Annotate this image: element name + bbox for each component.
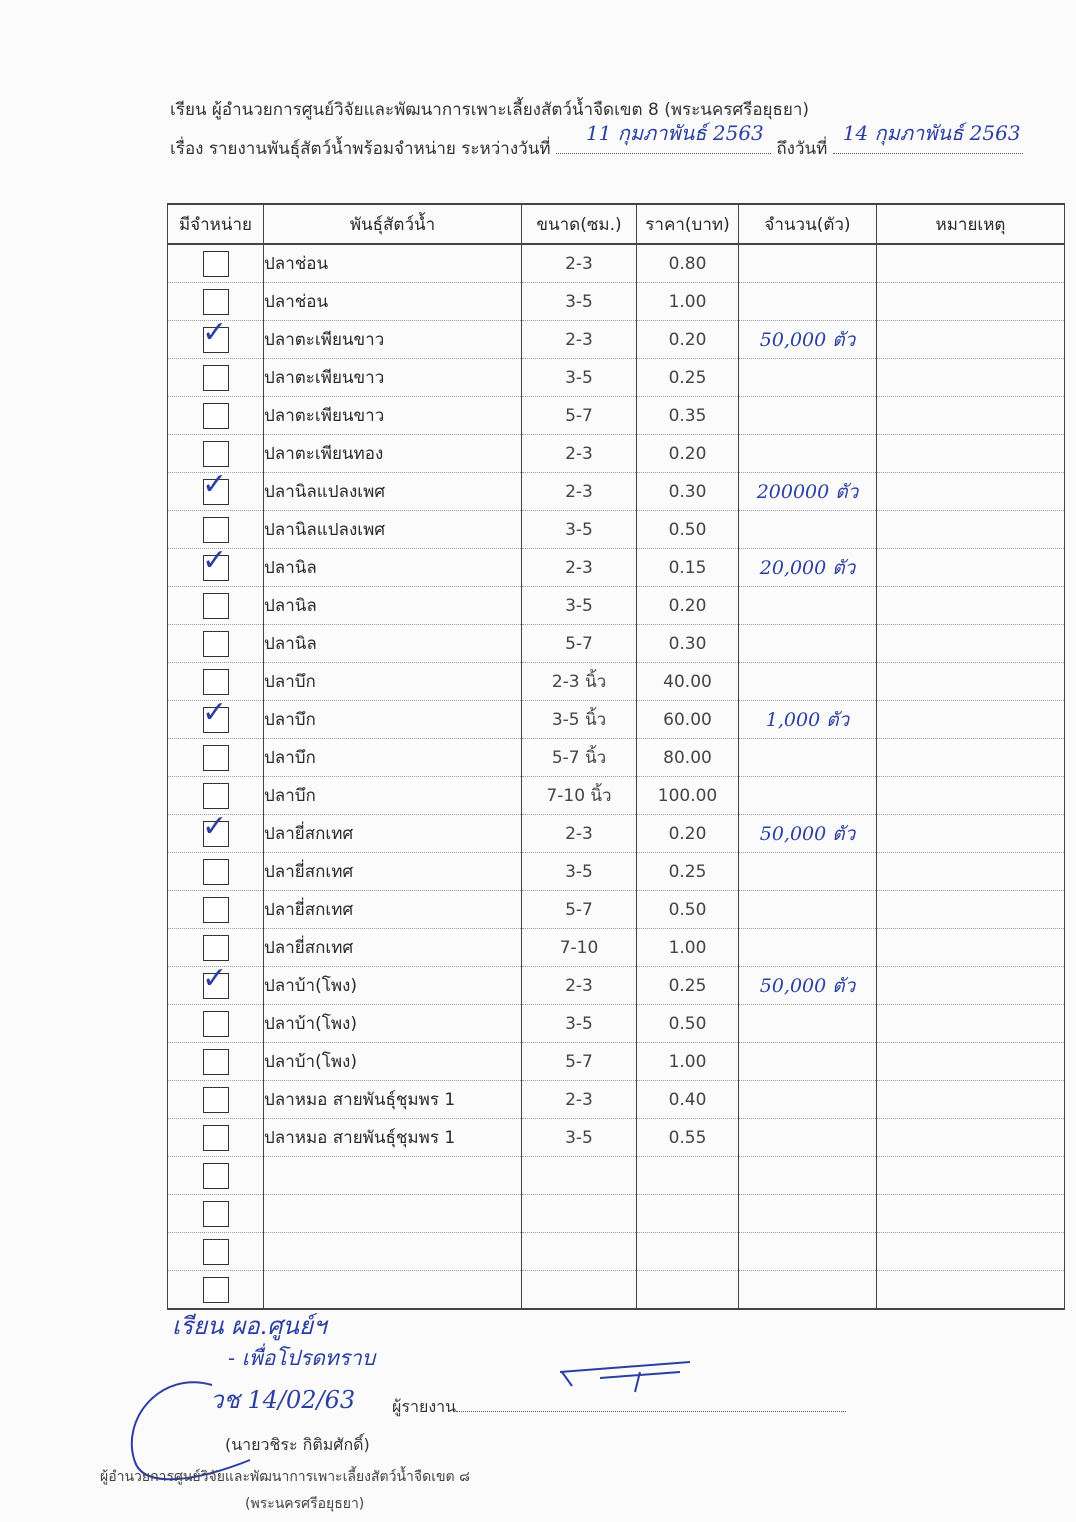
size-cell-text: 5-7 (565, 899, 593, 920)
date-to-label: ถึงวันที่ (776, 139, 828, 159)
size-cell-text: 3-5 (565, 861, 593, 882)
size-cell-text: 2-3 (565, 823, 593, 844)
quantity-cell-text: 50,000 ตัว (759, 328, 856, 351)
size-cell-text: 2-3 (565, 329, 593, 350)
species-cell-text: ปลายี่สกเทศ (264, 862, 354, 882)
price-cell-text: 0.50 (668, 1013, 707, 1034)
reporter-label: ผู้รายงาน (392, 1397, 457, 1416)
species-cell-text: ปลาบึก (264, 672, 316, 692)
price-cell-text: 0.20 (668, 823, 707, 844)
size-cell-text: 2-3 (565, 557, 593, 578)
price-cell-text: 80.00 (663, 747, 712, 768)
species-cell-text: ปลานิล (264, 558, 317, 578)
price-cell-text: 0.20 (668, 329, 707, 350)
size-cell-text: 5-7 (565, 405, 593, 426)
reporter-line (392, 1395, 846, 1420)
quantity-cell-text: 50,000 ตัว (759, 974, 856, 997)
size-cell-text: 3-5 นิ้ว (551, 710, 607, 730)
price-cell-text: 1.00 (668, 937, 707, 958)
signature-loop (132, 1382, 250, 1479)
species-cell-text: ปลาบ้า(โพง) (264, 1052, 357, 1072)
reporter-signature-mark (560, 1362, 690, 1392)
handwritten-note-line2: - เพื่อโปรดทราบ (228, 1346, 376, 1370)
price-cell-text: 0.35 (668, 405, 707, 426)
price-cell-text: 0.25 (668, 367, 707, 388)
species-cell-text: ปลายี่สกเทศ (264, 938, 354, 958)
species-cell-text: ปลายี่สกเทศ (264, 900, 354, 920)
size-cell-text: 2-3 นิ้ว (551, 672, 607, 692)
species-cell-text: ปลาบึก (264, 786, 316, 806)
size-cell-text: 3-5 (565, 1013, 593, 1034)
size-cell-text: 3-5 (565, 595, 593, 616)
species-cell-text: ปลาบึก (264, 710, 316, 730)
species-cell-text: ปลาตะเพียนขาว (264, 330, 385, 350)
price-cell-text: 100.00 (657, 785, 718, 806)
price-cell-text: 0.30 (668, 481, 707, 502)
price-cell-text: 0.50 (668, 899, 707, 920)
species-cell-text: ปลานิลแปลงเพศ (264, 482, 386, 502)
species-cell-text: ปลาช่อน (264, 292, 329, 312)
size-cell-text: 7-10 (559, 937, 599, 958)
handwritten-note-line1: เรียน ผอ.ศูนย์ฯ (172, 1312, 327, 1340)
quantity-cell-text: 20,000 ตัว (759, 556, 856, 579)
species-cell-text: ปลาช่อน (264, 254, 329, 274)
species-cell-text: ปลาบ้า(โพง) (264, 1014, 357, 1034)
size-cell-text: 5-7 (565, 633, 593, 654)
price-cell-text: 1.00 (668, 1051, 707, 1072)
species-cell-text: ปลานิลแปลงเพศ (264, 520, 386, 540)
price-cell-text: 0.25 (668, 975, 707, 996)
species-cell-text: ปลาหมอ สายพันธุ์ชุมพร 1 (264, 1128, 456, 1148)
size-cell-text: 5-7 (565, 1051, 593, 1072)
species-cell-text: ปลายี่สกเทศ (264, 824, 354, 844)
price-cell-text: 60.00 (663, 709, 712, 730)
price-cell-text: 0.20 (668, 443, 707, 464)
reporter-signature-field (456, 1395, 846, 1412)
species-cell-text: ปลาตะเพียนขาว (264, 368, 385, 388)
price-cell-text: 0.15 (668, 557, 707, 578)
size-cell-text: 3-5 (565, 1127, 593, 1148)
size-cell-text: 2-3 (565, 253, 593, 274)
quantity-cell-text: 50,000 ตัว (759, 822, 856, 845)
price-cell-text: 1.00 (668, 291, 707, 312)
price-cell-text: 0.50 (668, 519, 707, 540)
size-cell-text: 3-5 (565, 519, 593, 540)
species-cell-text: ปลานิล (264, 596, 317, 616)
size-cell-text: 2-3 (565, 1089, 593, 1110)
check-mark-icon: ✓ (202, 315, 228, 350)
size-cell-text: 3-5 (565, 291, 593, 312)
price-cell-text: 0.55 (668, 1127, 707, 1148)
price-cell-text: 0.40 (668, 1089, 707, 1110)
price-cell-text: 0.20 (668, 595, 707, 616)
quantity-cell-text: 200000 ตัว (756, 480, 859, 503)
size-cell-text: 2-3 (565, 975, 593, 996)
handwritten-initials: วช 14/02/63 (210, 1386, 356, 1414)
col-header-price: ราคา(บาท) (637, 204, 739, 244)
species-cell-text: ปลาบ้า(โพง) (264, 976, 357, 996)
species-cell-text: ปลาตะเพียนขาว (264, 406, 385, 426)
quantity-cell-text: 1,000 ตัว (765, 708, 850, 731)
species-cell-text: ปลาหมอ สายพันธุ์ชุมพร 1 (264, 1090, 456, 1110)
species-cell-text: ปลานิล (264, 634, 317, 654)
price-cell-text: 40.00 (663, 671, 712, 692)
size-cell-text: 7-10 นิ้ว (546, 786, 612, 806)
signer-name: (นายวชิระ กิติมศักดิ์) (225, 1435, 370, 1454)
size-cell-text: 2-3 (565, 443, 593, 464)
size-cell-text: 5-7 นิ้ว (551, 748, 607, 768)
signer-province: (พระนครศรีอยุธยา) (245, 1496, 365, 1512)
species-cell-text: ปลาบึก (264, 748, 316, 768)
check-mark-icon: ✓ (202, 467, 228, 502)
col-header-remark: หมายเหตุ (877, 204, 1065, 244)
check-mark-icon: ✓ (202, 961, 228, 996)
price-cell-text: 0.80 (668, 253, 707, 274)
check-mark-icon: ✓ (202, 809, 228, 844)
signer-title: ผู้อำนวยการศูนย์วิจัยและพัฒนาการเพาะเลี้ยงสัตว์น้ำจืดเขต ๘ (100, 1469, 470, 1485)
date-from-value: 11 กุมภาพันธ์ 2563 (585, 121, 764, 145)
subject-prefix: เรื่อง รายงานพันธุ์สัตว์น้ำพร้อมจำหน่าย ระหว่างวันที่ (170, 139, 551, 159)
price-cell-text: 0.30 (668, 633, 707, 654)
price-cell-text: 0.25 (668, 861, 707, 882)
species-cell-text: ปลาตะเพียนทอง (264, 444, 384, 464)
check-mark-icon: ✓ (202, 543, 228, 578)
size-cell-text: 2-3 (565, 481, 593, 502)
date-to-value: 14 กุมภาพันธ์ 2563 (842, 121, 1021, 145)
size-cell-text: 3-5 (565, 367, 593, 388)
col-header-size: ขนาด(ซม.) (522, 204, 637, 244)
check-mark-icon: ✓ (202, 695, 228, 730)
col-header-available: มีจำหน่าย (168, 204, 264, 244)
col-header-species: พันธุ์สัตว์น้ำ (264, 204, 522, 244)
addressee-line: เรียน ผู้อำนวยการศูนย์วิจัยและพัฒนาการเพาะเลี้ยงสัตว์น้ำจืดเขต 8 (พระนครศรีอยุธยา) (170, 100, 810, 120)
col-header-quantity: จำนวน(ตัว) (739, 204, 877, 244)
